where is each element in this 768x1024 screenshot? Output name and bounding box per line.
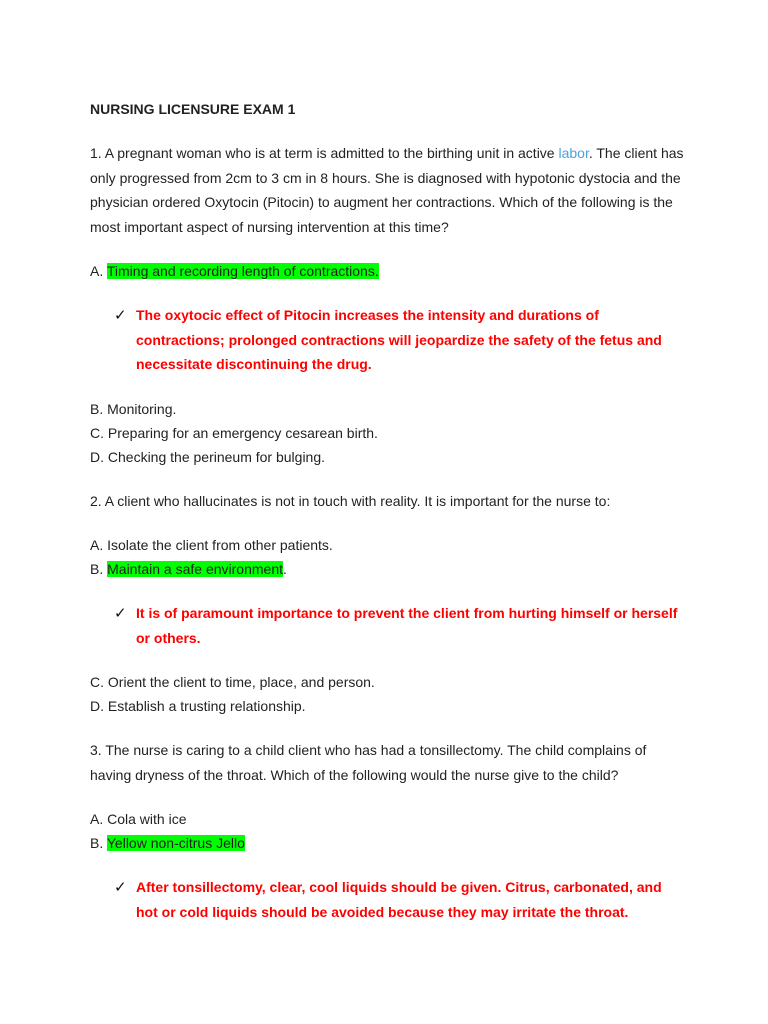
rationale-text: It is of paramount importance to prevent the client from hurting himself or herself or others.	[136, 605, 678, 646]
question-2-choices-cd	[90, 670, 688, 718]
question-2-choice-c: C. Orient the client to time, place, and person.	[90, 674, 375, 690]
highlighted-answer: Timing and recording length of contractions.	[106, 263, 379, 279]
question-3-choices	[90, 807, 688, 855]
checkmark-icon: ✓	[114, 604, 127, 622]
question-2-rationale	[114, 601, 688, 650]
question-2-stem: 2. A client who hallucinates is not in touch with reality. It is important for the nurse to:	[90, 492, 611, 509]
question-1-stem-end: . The client has only progressed from 2cm to 3 cm in 8 hours. She is diagnosed with hypotonic dystocia and the physician ordered Oxytocin (Pitocin) to augment her contractions. Which of the following is the most important aspect of nursing intervention at this time?	[90, 145, 684, 235]
choice-b-prefix: B.	[90, 835, 107, 851]
highlighted-answer: Maintain a safe environment	[107, 561, 283, 577]
rationale-text: The oxytocic effect of Pitocin increases the intensity and durations of contractions; prolonged contractions will jeopardize the safety of the fetus and necessitate discontinuing the drug.	[136, 307, 662, 372]
question-2-choices-ab	[90, 533, 688, 581]
checkmark-icon: ✓	[114, 306, 127, 324]
choice-a-prefix: A.	[90, 263, 107, 279]
question-1-choice-b: B. Monitoring.	[90, 400, 177, 417]
question-1-stem-start: 1. A pregnant woman who is at term is admitted to the birthing unit in active	[90, 145, 559, 161]
question-1-choice-d: D. Checking the perineum for bulging.	[90, 448, 326, 465]
checkmark-icon: ✓	[114, 878, 127, 896]
labor-link[interactable]: labor	[558, 145, 589, 161]
question-3-stem: 3. The nurse is caring to a child client who has had a tonsillectomy. The child complains of having dryness of the throat. Which of the following would the nurse give to the child?	[90, 742, 647, 783]
question-1-choice-a	[90, 259, 688, 283]
choice-b-prefix: B.	[90, 561, 108, 577]
question-1-choice-c: C. Preparing for an emergency cesarean birth.	[90, 424, 378, 441]
question-1-other-choices	[90, 397, 688, 469]
question-1-rationale	[114, 303, 688, 377]
question-1-choice-a-list	[90, 259, 688, 283]
choice-b-suffix: .	[283, 561, 287, 577]
question-2-choice-a: A. Isolate the client from other patients.	[90, 537, 333, 553]
question-3-choice-b	[90, 831, 688, 855]
question-3-rationale	[114, 875, 688, 924]
rationale-text: After tonsillectomy, clear, cool liquids should be given. Citrus, carbonated, and hot or cold liquids should be avoided because they may irritate the throat.	[136, 879, 662, 920]
highlighted-answer: Yellow non-citrus Jello	[106, 835, 245, 851]
question-2-choice-d: D. Establish a trusting relationship.	[90, 698, 306, 714]
question-3-choice-a: A. Cola with ice	[90, 811, 187, 827]
question-2-choice-b	[90, 557, 688, 581]
page-title: NURSING LICENSURE EXAM 1	[90, 101, 296, 117]
question-1-stem	[90, 141, 688, 239]
